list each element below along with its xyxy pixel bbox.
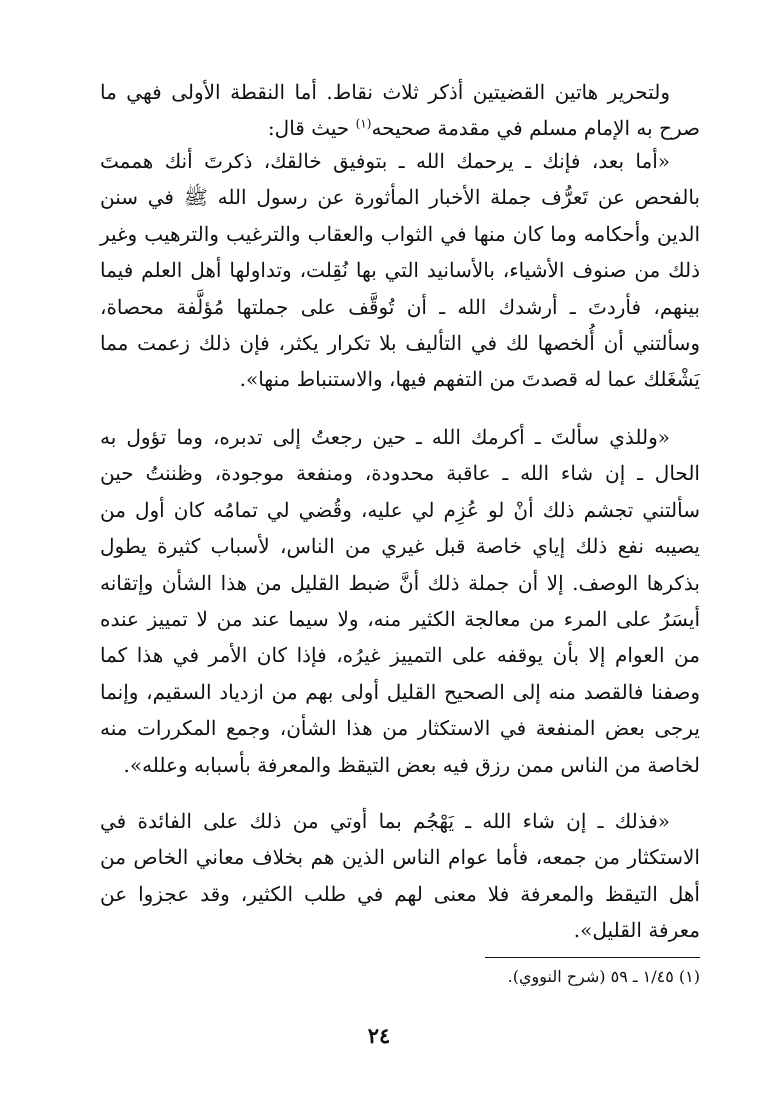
paragraph-quote-2-text: «وللذي سألتَ ـ أكرمك الله ـ حين رجعتُ إلى تدبره، وما تؤول به الحال ـ إن شاء الله ـ عاقبة محدودة، ومنفعة موجودة، وظننتُ حين سألتني تجشم ذلك أنْ لو عُزِم لي عليه، وقُضي لي تمامُه كان أول من يصيبه نفع ذلك إياي خاصة قبل غيري من الناس، لأسباب كثيرة يطول بذكرها الوصف. إلا أن جملة ذلك أنَّ ضبط القليل من هذا الشأن وإتقانه أيسَرُ على المرء من معالجة الكثير منه، ولا سيما عند من لا تمييز عنده من العوام إلا بأن يوقفه على التمييز غيرُه، فإذا كان الأمر في هذا كما وصفنا فالقصد منه إلى الصحيح القليل أولى بهم من ازدياد السقيم، وإنما يرجى بعض المنفعة في الاستكثار من هذا الشأن، وجمع المكررات منه لخاصة من الناس ممن رزق فيه بعض التيقظ والمعرفة بأسبابه وعلله». bbox=[100, 425, 700, 777]
page-number: ٢٤ bbox=[367, 1023, 391, 1048]
paragraph-intro-text bbox=[100, 74, 700, 147]
paragraph-quote-1 bbox=[100, 143, 700, 398]
footnote-reference: (١) bbox=[355, 116, 372, 131]
footnote: (١) ١/٤٥ ـ ٥٩ (شرح النووي). bbox=[507, 967, 700, 986]
footnote-divider bbox=[485, 957, 700, 958]
paragraph-quote-1-text: «أما بعد، فإنك ـ يرحمك الله ـ بتوفيق خالقك، ذكرتَ أنك هممتَ بالفحص عن تَعرُّف جملة الأخبار المأثورة عن رسول الله ﷺ في سنن الدين وأحكامه وما كان منها في الثواب والعقاب والترغيب والترهيب وغير ذلك من صنوف الأشياء، بالأسانيد التي بها نُقِلت، وتداولها أهل العلم فيما بينهم، فأردتَ ـ أرشدك الله ـ أن تُوقَّف على جملتها مُؤلَّفة محصاة، وسألتني أن أُلخصها لك في التأليف بلا تكرار يكثر، فإن ذلك زعمت مما يَشْغَلك عما له قصدتَ من التفهم فيها، والاستنباط منها». bbox=[100, 149, 700, 392]
paragraph-quote-3 bbox=[100, 803, 700, 949]
paragraph-quote-2 bbox=[100, 419, 700, 783]
paragraph-intro bbox=[100, 74, 700, 147]
paragraph-quote-3-text: «فذلك ـ إن شاء الله ـ يَهْجُم بما أوتي من ذلك على الفائدة في الاستكثار من جمعه، فأما عوام الناس الذين هم بخلاف معاني الخاص من أهل التيقظ والمعرفة فلا معنى لهم في طلب الكثير، وقد عجزوا عن معرفة القليل». bbox=[100, 809, 700, 943]
paragraph-intro-body: ولتحرير هاتين القضيتين أذكر ثلاث نقاط. أما النقطة الأولى فهي ما صرح به الإمام مسلم في مقدمة صحيحه bbox=[100, 80, 700, 141]
paragraph-intro-tail: حيث قال: bbox=[267, 116, 350, 141]
